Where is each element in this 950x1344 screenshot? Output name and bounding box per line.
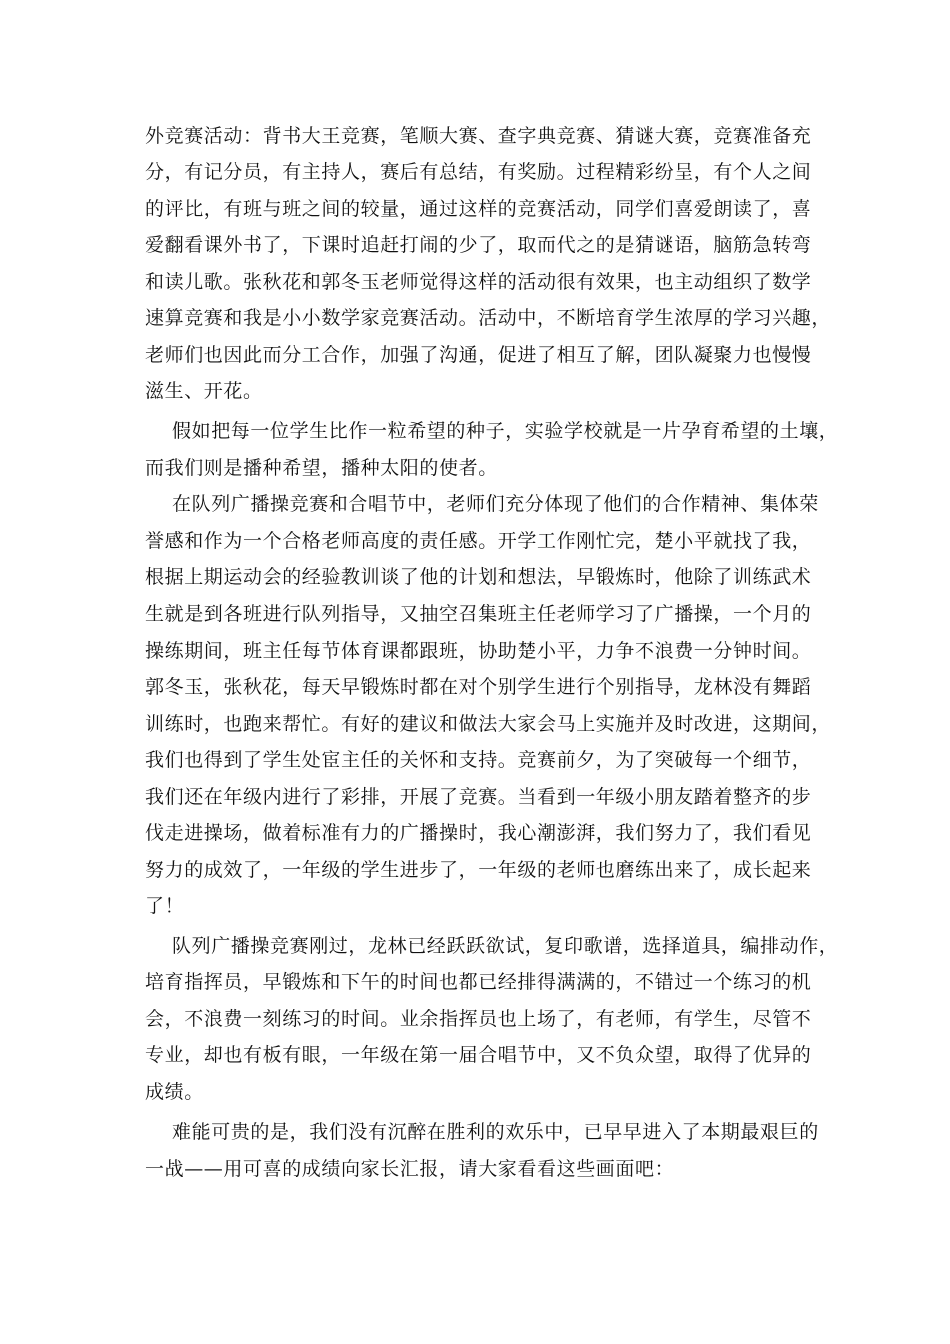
text-line: 培育指挥员，早锻炼和下午的时间也都已经排得满满的，不错过一个练习的机 (145, 971, 812, 993)
paragraph-first-line: 队列广播操竞赛刚过，龙林已经跃跃欲试，复印歌谱，选择道具，编排动作， (172, 935, 839, 957)
text-line: 速算竞赛和我是小小数学家竞赛活动。活动中，不断培育学生浓厚的学习兴趣， (145, 307, 832, 329)
text-line: 外竞赛活动：背书大王竞赛，笔顺大赛、查字典竞赛、猜谜大赛，竞赛准备充 (145, 125, 812, 147)
text-line: 而我们则是播种希望，播种太阳的使者。 (145, 457, 498, 479)
text-line: 我们还在年级内进行了彩排，开展了竞赛。当看到一年级小朋友踏着整齐的步 (145, 786, 812, 808)
text-line: 滋生、开花。 (145, 380, 263, 402)
text-line: 训练时，也跑来帮忙。有好的建议和做法大家会马上实施并及时改进，这期间， (145, 713, 832, 735)
text-line: 努力的成效了，一年级的学生进步了，一年级的老师也磨练出来了，成长起来 (145, 859, 812, 881)
text-line: 一战——用可喜的成绩向家长汇报，请大家看看这些画面吧： (145, 1158, 675, 1180)
text-line: 爱翻看课外书了，下课时追赶打闹的少了，取而代之的是猜谜语，脑筋急转弯 (145, 234, 812, 256)
text-line: 的评比，有班与班之间的较量，通过这样的竞赛活动，同学们喜爱朗读了，喜 (145, 198, 812, 220)
text-line: 会，不浪费一刻练习的时间。业余指挥员也上场了，有老师，有学生，尽管不 (145, 1008, 812, 1030)
text-line: 和读儿歌。张秋花和郭冬玉老师觉得这样的活动很有效果，也主动组织了数学 (145, 271, 812, 293)
text-line: 了！ (145, 895, 185, 917)
text-line: 誉感和作为一个合格老师高度的责任感。开学工作刚忙完，楚小平就找了我， (145, 530, 812, 552)
text-line: 操练期间，班主任每节体育课都跟班，协助楚小平，力争不浪费一分钟时间。 (145, 640, 812, 662)
text-line: 我们也得到了学生处宦主任的关怀和支持。竞赛前夕，为了突破每一个细节， (145, 749, 812, 771)
text-line: 郭冬玉，张秋花，每天早锻炼时都在对个别学生进行个别指导，龙林没有舞蹈 (145, 676, 812, 698)
paragraph-first-line: 在队列广播操竞赛和合唱节中，老师们充分体现了他们的合作精神、集体荣 (172, 493, 819, 515)
text-line: 成绩。 (145, 1081, 204, 1103)
text-line: 生就是到各班进行队列指导，又抽空召集班主任老师学习了广播操，一个月的 (145, 603, 812, 625)
paragraph-first-line: 假如把每一位学生比作一粒希望的种子，实验学校就是一片孕育希望的土壤， (172, 420, 839, 442)
text-line: 专业，却也有板有眼，一年级在第一届合唱节中，又不负众望，取得了优异的 (145, 1044, 812, 1066)
text-line: 老师们也因此而分工合作，加强了沟通，促进了相互了解，团队凝聚力也慢慢 (145, 344, 812, 366)
text-line: 伐走进操场，做着标准有力的广播操时，我心潮澎湃，我们努力了，我们看见 (145, 822, 812, 844)
text-line: 根据上期运动会的经验教训谈了他的计划和想法，早锻炼时，他除了训练武术 (145, 566, 812, 588)
paragraph-first-line: 难能可贵的是，我们没有沉醉在胜利的欢乐中，已早早进入了本期最艰巨的 (172, 1121, 819, 1143)
text-line: 分，有记分员，有主持人，赛后有总结，有奖励。过程精彩纷呈，有个人之间 (145, 161, 812, 183)
